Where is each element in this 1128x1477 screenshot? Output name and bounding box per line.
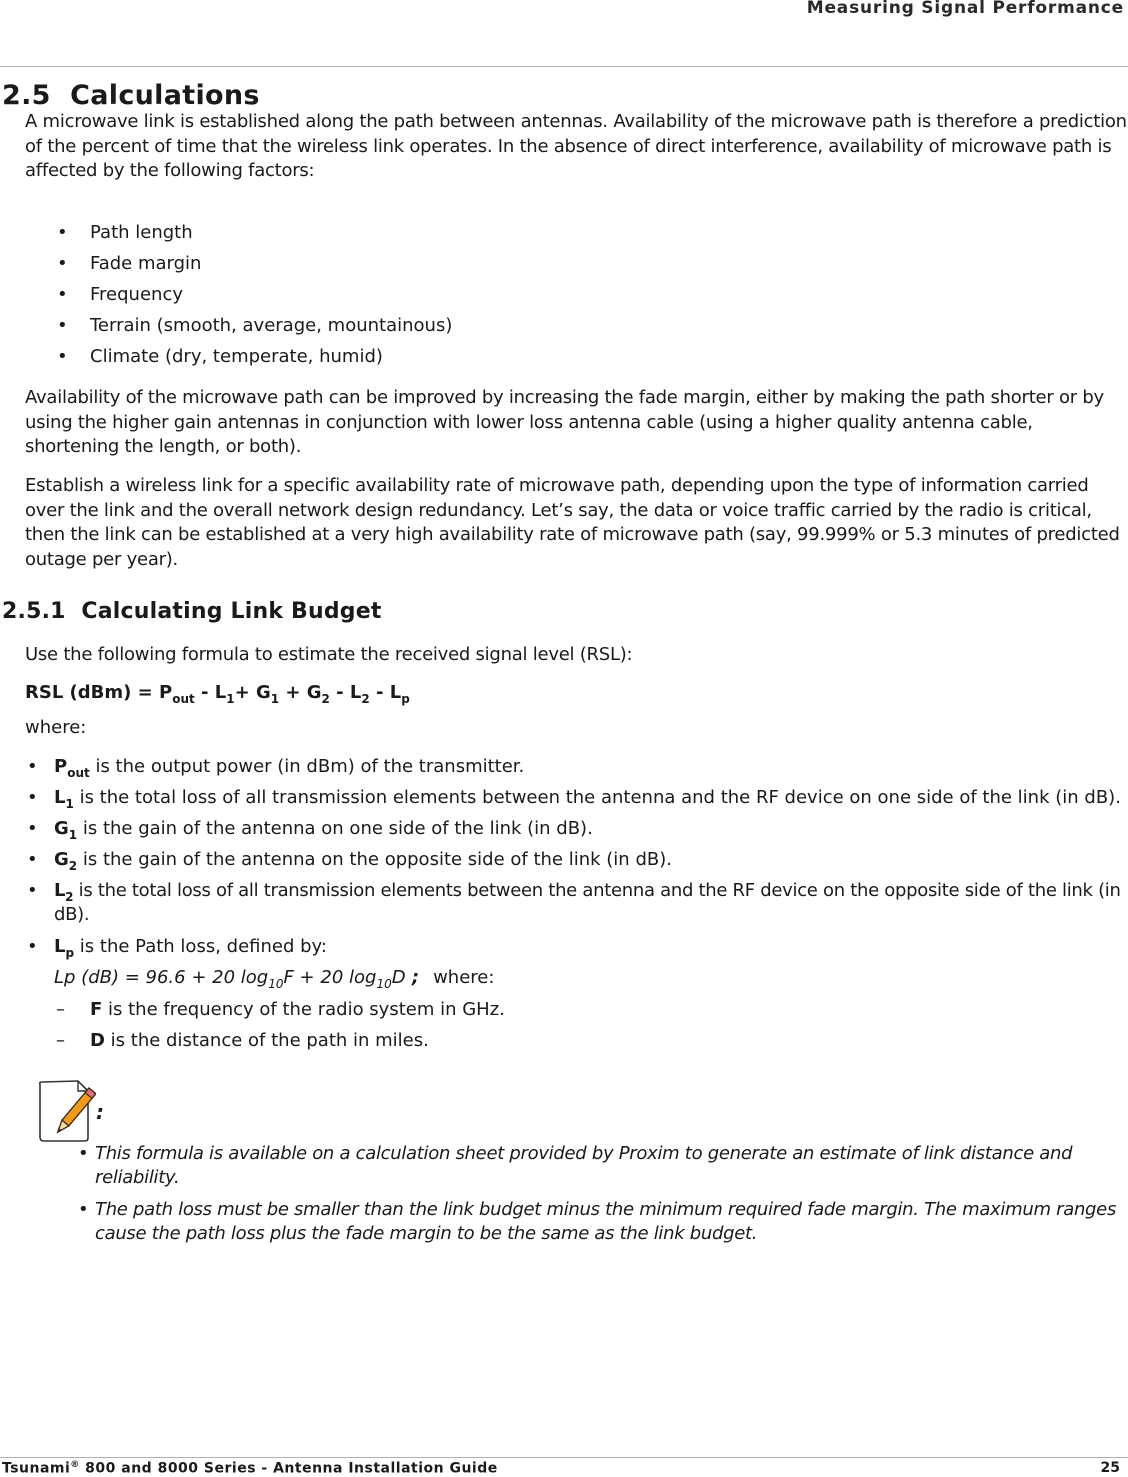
term-text: is the gain of the antenna on one side of the link (in dB). bbox=[77, 818, 593, 839]
rsl-op: - bbox=[329, 682, 350, 703]
term-symbol: L bbox=[54, 787, 66, 808]
footer-registered-mark: ® bbox=[70, 1460, 80, 1470]
term-symbol: P bbox=[54, 756, 68, 777]
factor-text: Fade margin bbox=[90, 253, 202, 274]
term-subscript: 2 bbox=[65, 890, 74, 904]
section-heading bbox=[2, 80, 260, 111]
rsl-sym-g2: G bbox=[306, 682, 322, 703]
term-text: is the gain of the antenna on the opposite side of the link (in dB). bbox=[77, 849, 672, 870]
footer-guide-name: 800 and 8000 Series - Antenna Installation Guide bbox=[79, 1460, 498, 1477]
lp-formula-semicolon: ; bbox=[405, 967, 420, 988]
term-symbol: L bbox=[54, 880, 66, 901]
bullet-glyph: • bbox=[57, 222, 68, 243]
bullet-glyph: • bbox=[27, 880, 38, 901]
lp-formula bbox=[54, 966, 494, 990]
bullet-glyph: • bbox=[78, 1199, 89, 1220]
intro-paragraph: A microwave link is established along the path between antennas. Availability of the microwave path is therefore a prediction of the percent of time that the wireless link operates. In the absence of direct interference, availability of microwave path is affected by the following factors: bbox=[25, 111, 1127, 181]
rsl-sub-out: out bbox=[172, 692, 195, 706]
lp-formula-part: F + 20 log bbox=[283, 967, 377, 988]
lp-formula-sub: 10 bbox=[376, 977, 392, 991]
rsl-sym-g1: G bbox=[255, 682, 271, 703]
note-label: : bbox=[96, 1100, 104, 1124]
term-subscript: 2 bbox=[68, 859, 78, 873]
footer-title bbox=[2, 1460, 498, 1477]
dash-text: is the distance of the path in miles. bbox=[104, 1030, 429, 1051]
lp-formula-part: D bbox=[391, 967, 406, 988]
term-subscript: 1 bbox=[68, 828, 78, 842]
rsl-sub: 1 bbox=[270, 692, 280, 706]
term-subscript: out bbox=[67, 766, 90, 780]
note-pencil-icon bbox=[36, 1078, 96, 1144]
rsl-sub: 1 bbox=[226, 692, 235, 706]
bullet-glyph: • bbox=[27, 936, 38, 957]
rsl-sub: 2 bbox=[361, 692, 370, 706]
term-symbol: L bbox=[54, 936, 66, 957]
lp-where: where: bbox=[433, 967, 495, 988]
rsl-sub: 2 bbox=[321, 692, 330, 706]
term-subscript: p bbox=[65, 946, 75, 960]
running-header-title: Measuring Signal Performance bbox=[806, 0, 1124, 18]
subsection-title: Calculating Link Budget bbox=[81, 599, 382, 624]
bullet-glyph: • bbox=[27, 787, 38, 808]
lp-formula-part: Lp (dB) = 96.6 + 20 log bbox=[54, 967, 269, 988]
rsl-sym-l2: L bbox=[349, 682, 362, 703]
rsl-op: + bbox=[279, 682, 307, 703]
bullet-glyph: • bbox=[27, 849, 38, 870]
factor-text: Climate (dry, temperate, humid) bbox=[90, 346, 383, 367]
term-subscript: 1 bbox=[65, 797, 74, 811]
rsl-op: - bbox=[194, 682, 215, 703]
note-item bbox=[78, 1142, 1128, 1190]
term-text: is the output power (in dBm) of the transmitter. bbox=[89, 756, 525, 777]
factor-text: Path length bbox=[90, 222, 193, 243]
term-text: is the Path loss, defined by: bbox=[74, 936, 327, 957]
note-text: The path loss must be smaller than the link budget minus the minimum required fade margin. The maximum ranges cause the path loss plus the fade margin to be the same as the link budget. bbox=[95, 1199, 1117, 1244]
rsl-formula bbox=[25, 681, 410, 705]
footer-brand: Tsunami bbox=[2, 1460, 71, 1477]
bullet-glyph: • bbox=[27, 756, 38, 777]
lp-formula-sub: 10 bbox=[268, 977, 284, 991]
term-text: is the total loss of all transmission elements between the antenna and the RF device on one side of the link (in dB). bbox=[73, 787, 1121, 808]
page-number: 25 bbox=[1100, 1460, 1120, 1476]
rsl-lhs: RSL (dBm) = bbox=[25, 682, 159, 703]
note-item bbox=[78, 1198, 1128, 1246]
dash-glyph: – bbox=[56, 999, 65, 1020]
bullet-glyph: • bbox=[27, 818, 38, 839]
subsection-heading bbox=[2, 599, 382, 624]
term-item bbox=[27, 879, 1127, 927]
rsl-sym-lp: L bbox=[389, 682, 402, 703]
rsl-sym-p: P bbox=[159, 682, 173, 703]
bullet-glyph: • bbox=[57, 346, 68, 367]
rsl-sym-l1: L bbox=[214, 682, 227, 703]
section-title: Calculations bbox=[70, 80, 260, 111]
note-text: This formula is available on a calculation sheet provided by Proxim to generate an estimate of link distance and reliability. bbox=[95, 1143, 1073, 1188]
factor-text: Frequency bbox=[90, 284, 183, 305]
rsl-intro: Use the following formula to estimate the received signal level (RSL): bbox=[25, 644, 633, 665]
term-text: is the total loss of all transmission elements between the antenna and the RF device on the opposite side of the link (in dB). bbox=[54, 880, 1121, 925]
where-label: where: bbox=[25, 717, 87, 738]
bullet-glyph: • bbox=[78, 1143, 89, 1164]
term-symbol: G bbox=[54, 818, 69, 839]
footer-divider bbox=[0, 1457, 1128, 1458]
factor-text: Terrain (smooth, average, mountainous) bbox=[90, 315, 453, 336]
bullet-glyph: • bbox=[57, 253, 68, 274]
term-symbol: G bbox=[54, 849, 69, 870]
rsl-sub: p bbox=[401, 692, 410, 706]
dash-symbol: D bbox=[90, 1030, 105, 1051]
paragraph-fade-margin: Availability of the microwave path can be improved by increasing the fade margin, either by making the path shorter or by using the higher gain antennas in conjunction with lower loss antenna cable (using a higher quality antenna cable, shortening the length, or both). bbox=[25, 387, 1104, 457]
rsl-op: - bbox=[369, 682, 390, 703]
dash-symbol: F bbox=[90, 999, 103, 1020]
bullet-glyph: • bbox=[57, 315, 68, 336]
section-number: 2.5 bbox=[2, 80, 51, 111]
dash-text: is the frequency of the radio system in GHz. bbox=[102, 999, 505, 1020]
paragraph-availability: Establish a wireless link for a specific availability rate of microwave path, depending upon the type of information carried over the link and the overall network design redundancy. Let’s say, the data or voice traffic carried by the radio is critical, then the link can be established at a very high availability rate of microwave path (say, 99.999% or 5.3 minutes of predicted outage per year). bbox=[25, 475, 1120, 570]
subsection-number: 2.5.1 bbox=[2, 599, 66, 624]
header-divider bbox=[0, 66, 1128, 67]
bullet-glyph: • bbox=[57, 284, 68, 305]
dash-glyph: – bbox=[56, 1030, 65, 1051]
rsl-op: + bbox=[234, 682, 256, 703]
